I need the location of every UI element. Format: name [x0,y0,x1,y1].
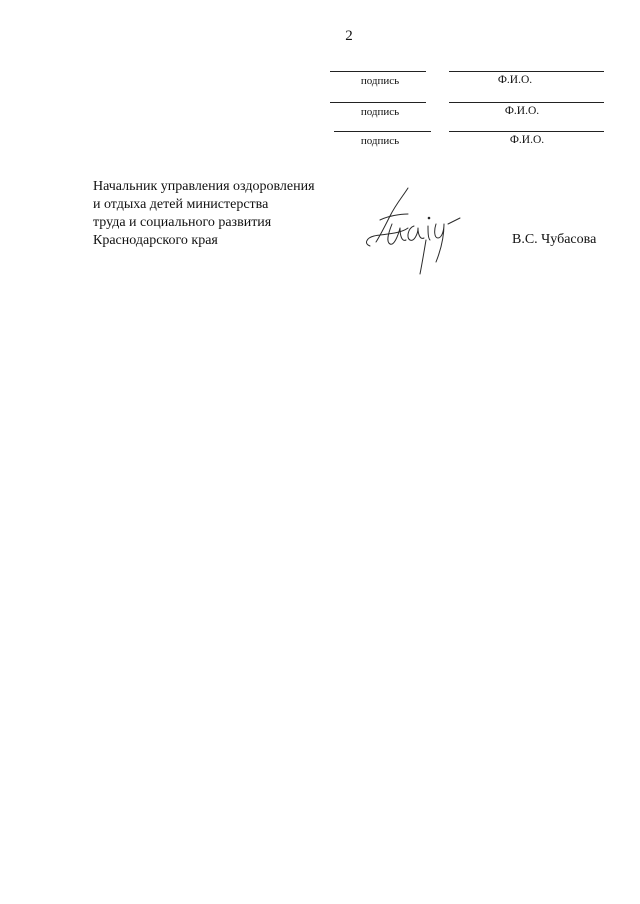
signature-row [0,97,640,123]
page-number: 2 [345,28,353,44]
name-caption: Ф.И.О. [497,74,533,86]
signature-caption: подпись [360,106,400,118]
signer-name: В.С. Чубасова [512,232,597,247]
name-caption: Ф.И.О. [509,134,545,146]
position-line: Краснодарского края [93,233,218,248]
signature-row [0,66,640,92]
signature-line [334,131,431,132]
signature-line [330,102,426,103]
position-line: Начальник управления оздоровления [93,179,315,194]
position-line: труда и социального развития [93,215,272,230]
position-line: и отдыха детей министерства [93,197,269,212]
name-line [449,131,604,132]
name-caption: Ф.И.О. [504,105,540,117]
signature-caption: подпись [360,75,400,87]
signature-caption: подпись [360,135,400,147]
official-position [93,178,315,250]
handwritten-signature [356,182,464,277]
signature-line [330,71,426,72]
name-line [449,71,604,72]
signature-row [0,126,640,152]
name-line [449,102,604,103]
